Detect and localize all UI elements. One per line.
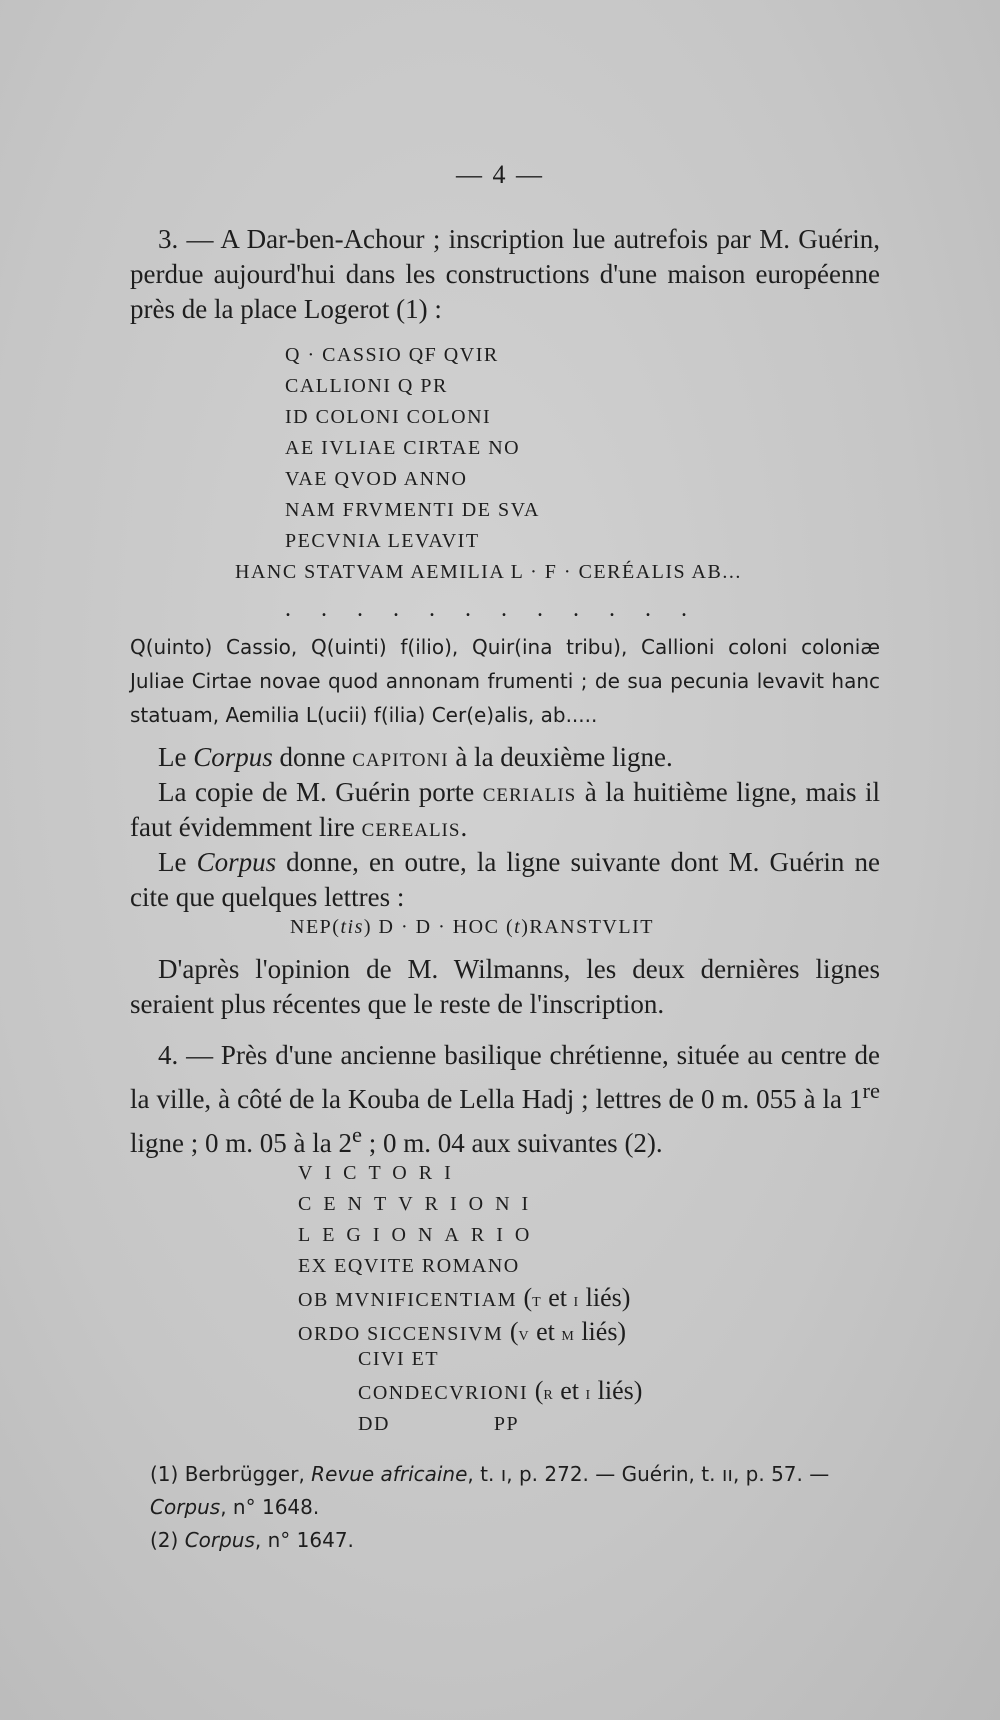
transcription: Q(uinto) Cassio, Q(uinti) f(ilio), Quir(ina tribu), Callioni coloni coloniæ Juliae Cirtae novae quod annonam frumenti ; de sua pecunia levavit hanc statuam, Aemilia L(ucii) f(ilia) Cer(e)alis, ab.....	[130, 635, 880, 727]
ligature-note-small-caps: i	[573, 1289, 580, 1311]
note-capitoni	[130, 740, 880, 775]
ligature-note-text: (	[503, 1317, 519, 1346]
note-text: à la huitième ligne, mais il faut évidemment lire	[130, 777, 880, 842]
note-text: donne	[272, 742, 353, 772]
extra-line-italic: tis	[340, 916, 364, 938]
section-4-heading	[130, 1038, 880, 1161]
inscription-2-text: ORDO SICCENSIVM	[298, 1323, 504, 1345]
ellipsis-dots: . . . . . . . . . . . .	[285, 596, 699, 622]
footnote-text: (1) Berbrügger,	[150, 1462, 312, 1486]
extra-inscription-line	[290, 912, 654, 943]
note-small-caps: cerealis	[361, 812, 461, 842]
inscription-2-line: VICTORI	[298, 1162, 463, 1184]
footnote-text: , n° 1648.	[220, 1495, 320, 1519]
note-text: Le	[158, 847, 197, 877]
transcription-block	[130, 630, 880, 732]
heading-text: 4. — Près d'une ancienne basilique chrétienne, située au centre de la ville, à côté de la Kouba de Lella Hadj ; lettres de 0 m. 055 à la 1	[130, 1040, 880, 1114]
heading-text: ; 0 m. 04 aux suivantes (2).	[361, 1128, 663, 1158]
extra-line-part: )RANSTVLIT	[521, 916, 654, 938]
inscription-1-line: PECVNIA LEVAVIT	[285, 530, 480, 552]
inscription-2-line	[358, 1375, 642, 1409]
inscription-1-line: CALLIONI Q PR	[285, 375, 448, 397]
inscription-2-line: CENTVRIONI	[298, 1193, 541, 1215]
inscription-2-line: DD PP	[358, 1413, 520, 1435]
ligature-note	[503, 1317, 626, 1346]
extra-line	[290, 912, 654, 943]
inscription-1-line: AE IVLIAE CIRTAE NO	[285, 437, 521, 459]
footnote-italic: Revue africaine	[311, 1462, 468, 1486]
footnote-italic: Corpus	[184, 1528, 255, 1552]
note-text: La copie de M. Guérin porte	[158, 777, 483, 807]
heading-text: ligne ; 0 m. 05 à la 2	[130, 1128, 352, 1158]
inscription-1-line: HANC STATVAM AEMILIA L · F · CERÉALIS AB...	[235, 561, 742, 583]
section-3-heading: 3. — A Dar-ben-Achour ; inscription lue autrefois par M. Guérin, perdue aujourd'hui dans les constructions d'une maison européenne près de la place Logerot (1) :	[130, 224, 880, 324]
ligature-note-small-caps: m	[561, 1323, 575, 1345]
ligature-note-text: liés)	[574, 1317, 627, 1346]
ligature-note-text: liés)	[579, 1283, 631, 1312]
ligature-note	[517, 1283, 630, 1312]
ligature-note-text: et	[541, 1283, 574, 1312]
inscription-2	[298, 1158, 630, 1350]
opinion-block	[130, 952, 880, 1022]
inscription-1-line: NAM FRVMENTI DE SVA	[285, 499, 540, 521]
ligature-note-small-caps: r	[543, 1382, 554, 1404]
extra-line-part: NEP(	[290, 916, 341, 938]
note-small-caps: cerialis	[482, 777, 577, 807]
inscription-1	[285, 340, 540, 557]
ligature-note-small-caps: i	[585, 1382, 592, 1404]
footnote-1-continued	[150, 1491, 890, 1524]
inscription-1-line: VAE QVOD ANNO	[285, 468, 468, 490]
ligature-note-text: et	[529, 1317, 562, 1346]
inscription-1-line: Q · CASSIO QF QVIR	[285, 344, 499, 366]
ligature-note-small-caps: t	[532, 1289, 542, 1311]
note-cerialis	[130, 775, 880, 845]
footnotes	[150, 1458, 890, 1557]
section-4-heading-block	[130, 1038, 880, 1161]
note-text: Le	[158, 742, 194, 772]
page-number: — 4 —	[456, 160, 544, 189]
heading-superscript: e	[351, 1122, 362, 1147]
footnote-italic: Corpus	[150, 1495, 221, 1519]
section-3-heading-block	[130, 222, 880, 327]
opinion-paragraph: D'après l'opinion de M. Wilmanns, les deux dernières lignes seraient plus récentes que le reste de l'inscription.	[130, 954, 880, 1019]
inscription-2-continued	[358, 1344, 642, 1440]
inscription-1-line: ID COLONI COLONI	[285, 406, 492, 428]
extra-line-part: ) D · D · HOC (	[363, 916, 515, 938]
footnote-2	[150, 1524, 890, 1557]
note-italic: Corpus	[196, 847, 277, 877]
ligature-note-small-caps: v	[518, 1323, 530, 1345]
inscription-2-line: CIVI ET	[358, 1348, 440, 1370]
note-corpus-extra-line	[130, 845, 880, 915]
footnote-text: , t. ı, p. 272. — Guérin, t. ıı, p. 57. —	[467, 1462, 830, 1486]
inscription-2-line: LEGIONARIO	[298, 1224, 542, 1246]
note-text: donne, en outre, la ligne suivante dont M. Guérin ne cite que quelques lettres :	[130, 847, 880, 912]
inscription-2-text: OB MVNIFICENTIAM	[298, 1289, 517, 1311]
note-text: .	[460, 812, 468, 842]
notes-block	[130, 740, 880, 915]
ligature-note-text: (	[528, 1376, 544, 1405]
ligature-note-text: (	[517, 1283, 533, 1312]
note-italic: Corpus	[193, 742, 273, 772]
ligature-note-text: liés)	[591, 1376, 643, 1405]
inscription-2-line	[298, 1282, 630, 1316]
note-text: à la deuxième ligne.	[448, 742, 673, 772]
inscription-1-last-line-block	[235, 557, 742, 588]
footnote-1	[150, 1458, 890, 1491]
inscription-2-line: EX EQVITE ROMANO	[298, 1255, 520, 1277]
footnote-text: , n° 1647.	[254, 1528, 354, 1552]
heading-superscript: re	[862, 1078, 880, 1103]
extra-line-italic: t	[514, 916, 522, 938]
ligature-note	[528, 1376, 642, 1405]
ligature-note-text: et	[553, 1376, 586, 1405]
inscription-2-text: CONDECVRIONI	[358, 1382, 529, 1404]
note-small-caps: capitoni	[352, 742, 449, 772]
footnote-text: (2)	[150, 1528, 185, 1552]
